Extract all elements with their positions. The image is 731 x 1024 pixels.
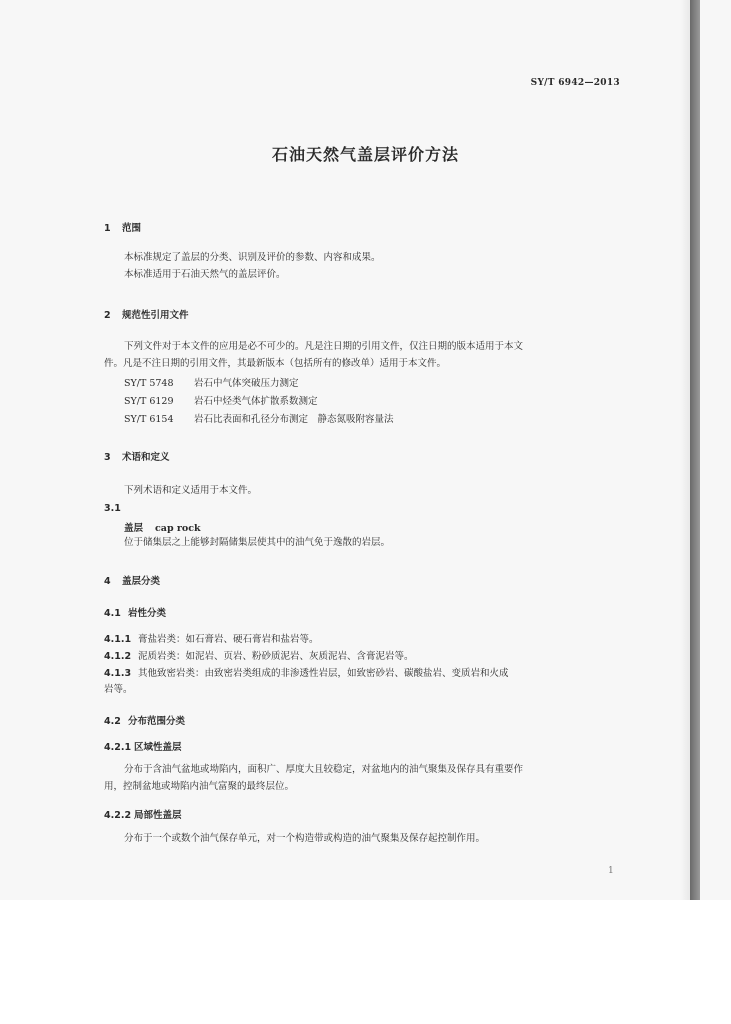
paragraph: 岩等。 (104, 684, 133, 695)
paragraph: 分布于含油气盆地或坳陷内，面积广、厚度大且较稳定，对盆地内的油气聚集及保存具有重要作 (124, 764, 524, 775)
reference-code: SY/T 6154 (124, 414, 174, 425)
section-title: 术语和定义 (122, 452, 170, 463)
item-text: 泥质岩类：如泥岩、页岩、粉砂质泥岩、灰质泥岩、含膏泥岩等。 (138, 651, 414, 662)
section-number: 3 (104, 452, 111, 463)
reference-item (124, 411, 394, 425)
item-number: 4.1.1 (104, 634, 132, 645)
reference-item (124, 393, 318, 407)
classification-item (104, 648, 414, 662)
subsection-number: 4.2 (104, 716, 121, 727)
subsection-title: 分布范围分类 (128, 716, 186, 727)
section-4-heading (104, 573, 160, 587)
page-number: 1 (608, 866, 614, 876)
item-number: 4.1.2 (104, 651, 132, 662)
reference-name: 岩石比表面和孔径分布测定 静态氮吸附容量法 (194, 414, 394, 425)
term-number: 3.1 (104, 503, 121, 514)
standard-number: SY/T 6942—2013 (530, 78, 620, 88)
binding-shadow (680, 0, 690, 900)
subsection-number: 4.2.2 (104, 810, 132, 821)
item-number: 4.1.3 (104, 668, 132, 679)
document-title: 石油天然气盖层评价方法 (271, 145, 459, 164)
term-entry (124, 520, 201, 534)
binding-edge (690, 0, 700, 900)
section-title: 范围 (122, 223, 142, 234)
reference-item (124, 375, 299, 389)
item-text: 膏盐岩类：如石膏岩、硬石膏岩和盐岩等。 (138, 634, 319, 645)
subsection-title: 岩性分类 (128, 608, 167, 619)
section-3-heading (104, 449, 170, 463)
section-number: 2 (104, 310, 111, 321)
item-text: 其他致密岩类：由致密岩类组成的非渗透性岩层，如致密砂岩、碳酸盐岩、变质岩和火成 (138, 668, 509, 679)
subsection-number: 4.2.1 (104, 742, 132, 753)
section-number: 4 (104, 576, 111, 587)
paragraph: 用，控制盆地或坳陷内油气富聚的最终层位。 (104, 781, 295, 792)
paragraph: 本标准规定了盖层的分类、识别及评价的参数、内容和成果。 (124, 252, 381, 263)
subsection-4-2-heading (104, 713, 185, 727)
paragraph: 件。凡是不注日期的引用文件，其最新版本（包括所有的修改单）适用于本文件。 (104, 358, 447, 369)
section-title: 盖层分类 (122, 576, 161, 587)
subsection-number: 4.1 (104, 608, 121, 619)
section-1-heading (104, 220, 141, 234)
subsection-4-2-1-heading (104, 739, 182, 753)
blank-margin (0, 900, 731, 1024)
paragraph: 分布于一个或数个油气保存单元，对一个构造带或构造的油气聚集及保存起控制作用。 (124, 833, 486, 844)
term-chinese: 盖层 (124, 523, 144, 534)
section-number: 1 (104, 223, 111, 234)
classification-item (104, 665, 509, 679)
paragraph: 下列术语和定义适用于本文件。 (124, 485, 258, 496)
section-title: 规范性引用文件 (122, 310, 189, 321)
term-english: cap rock (155, 523, 201, 534)
reference-name: 岩石中烃类气体扩散系数测定 (194, 396, 318, 407)
subsection-4-2-2-heading (104, 807, 182, 821)
subsection-4-1-heading (104, 605, 166, 619)
paragraph: 本标准适用于石油天然气的盖层评价。 (124, 269, 286, 280)
section-2-heading (104, 307, 189, 321)
reference-code: SY/T 6129 (124, 396, 174, 407)
term-definition: 位于储集层之上能够封隔储集层使其中的油气免于逸散的岩层。 (124, 537, 391, 548)
reference-code: SY/T 5748 (124, 378, 174, 389)
classification-item (104, 631, 319, 645)
subsection-title: 区域性盖层 (134, 742, 182, 753)
subsection-title: 局部性盖层 (134, 810, 182, 821)
paragraph: 下列文件对于本文件的应用是必不可少的。凡是注日期的引用文件，仅注日期的版本适用于本文 (124, 341, 524, 352)
reference-name: 岩石中气体突破压力测定 (194, 378, 299, 389)
